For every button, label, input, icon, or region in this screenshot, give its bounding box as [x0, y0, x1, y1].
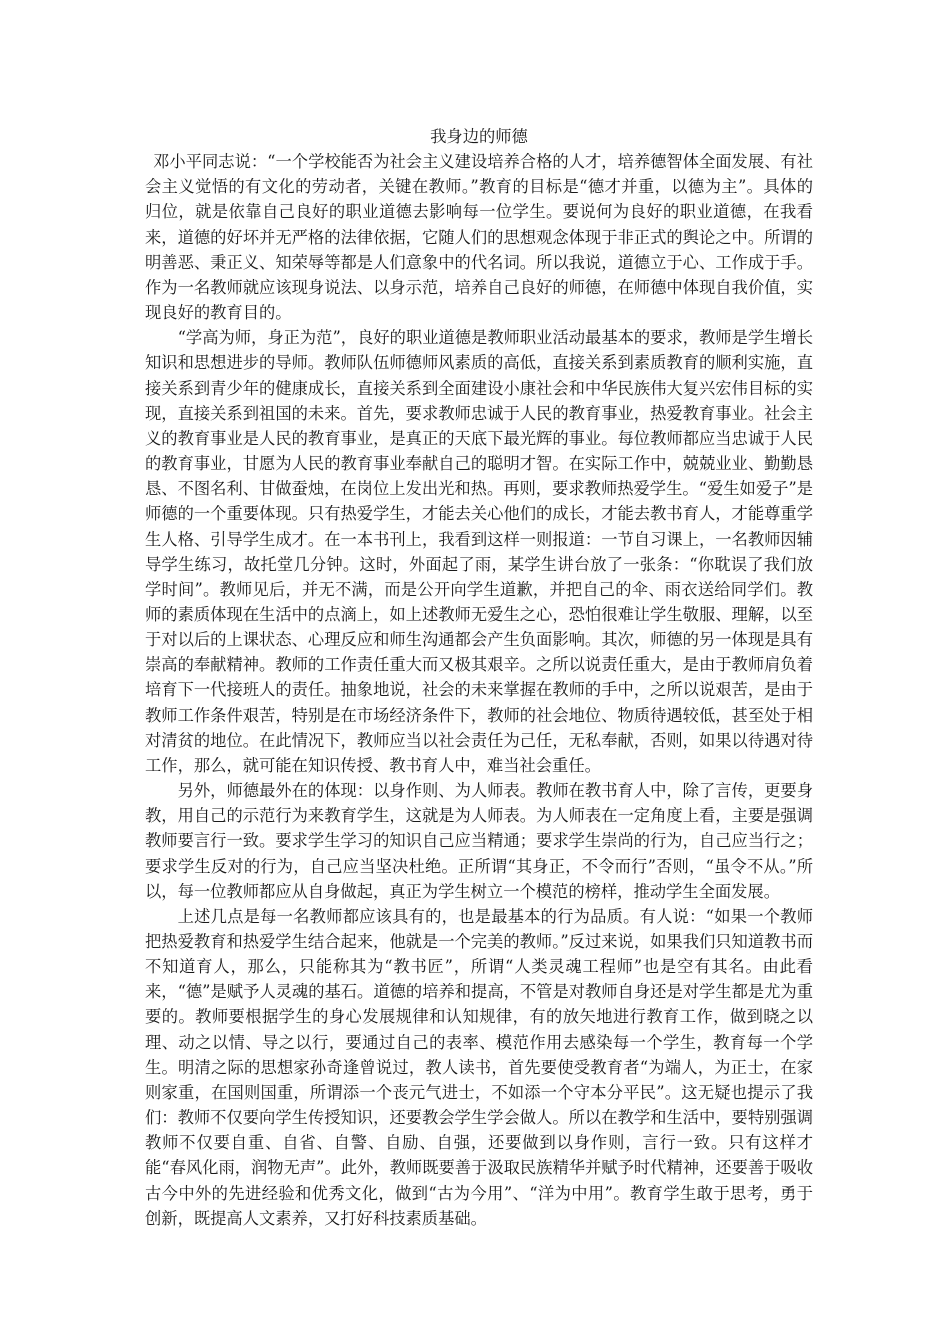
- document-page: [145, 124, 813, 1231]
- paragraph-4: 上述几点是每一名教师都应该具有的，也是最基本的行为品质。有人说：“如果一个教师把热爱教育和热爱学生结合起来，他就是一个完美的教师。”反过来说，如果我们只知道教书而不知道育人，那么，只能称其为“教书匠”，所谓“人类灵魂工程师”也是空有其名。由此看来，“德”是赋予人灵魂的基石。道德的培养和提高，不管是对教师自身还是对学生都是尤为重要的。教师要根据学生的身心发展规律和认知规律，有的放矢地进行教育工作，做到晓之以理、动之以情、导之以行，要通过自己的表率、模范作用去感染每一个学生，教育每一个学生。明清之际的思想家孙奇逢曾说过，教人读书，首先要使受教育者“为端人，为正士，在家则家重，在国则国重，所谓添一个丧元气进士，不如添一个守本分平民”。这无疑也提示了我们：教师不仅要向学生传授知识，还要教会学生学会做人。所以在教学和生活中，要特别强调教师不仅要自重、自省、自警、自励、自强，还要做到以身作则，言行一致。只有这样才能“春风化雨，润物无声”。此外，教师既要善于汲取民族精华并赋予时代精神，还要善于吸收古今中外的先进经验和优秀文化，做到“古为今用”、“洋为中用”。教育学生敢于思考，勇于创新，既提高人文素养，又打好科技素质基础。: [145, 906, 813, 1228]
- paragraph-2: “学高为师，身正为范”，良好的职业道德是教师职业活动最基本的要求，教师是学生增长知识和思想进步的导师。教师队伍师德师风素质的高低，直接关系到素质教育的顺利实施，直接关系到青少年的健康成长，直接关系到全面建设小康社会和中华民族伟大复兴宏伟目标的实现，直接关系到祖国的未来。首先，要求教师忠诚于人民的教育事业，热爱教育事业。社会主义的教育事业是人民的教育事业，是真正的天底下最光辉的事业。每位教师都应当忠诚于人民的教育事业，甘愿为人民的教育事业奉献自己的聪明才智。在实际工作中，兢兢业业、勤勤恳恳、不图名利、甘做蚕烛，在岗位上发出光和热。再则，要求教师热爱学生。“爱生如爱子”是师德的一个重要体现。只有热爱学生，才能去关心他们的成长，才能去教书育人，才能尊重学生人格、引导学生成才。在一本书刊上，我看到这样一则报道：一节自习课上，一名教师因辅导学生练习，故托堂几分钟。这时，外面起了雨，某学生讲台放了一张条：“你耽误了我们放学时间”。教师见后，并无不满，而是公开向学生道歉，并把自己的伞、雨衣送给同学们。教师的素质体现在生活中的点滴上，如上述教师无爱生之心，恐怕很难让学生敬服、理解，以至于对以后的上课状态、心理反应和师生沟通都会产生负面影响。其次，师德的另一体现是具有崇高的奉献精神。教师的工作责任重大而又极其艰辛。之所以说责任重大，是由于教师肩负着培育下一代接班人的责任。抽象地说，社会的未来掌握在教师的手中，之所以说艰苦，是由于教师工作条件艰苦，特别是在市场经济条件下，教师的社会地位、物质待遇较低，甚至处于相对清贫的地位。在此情况下，教师应当以社会责任为己任，无私奉献，否则，如果以待遇对待工作，那么，就可能在知识传授、教书育人中，难当社会重任。: [145, 328, 813, 775]
- document-title: 我身边的师德: [430, 127, 528, 146]
- paragraph-1: 邓小平同志说：“一个学校能否为社会主义建设培养合格的人才，培养德智体全面发展、有社会主义觉悟的有文化的劳动者，关键在教师。”教育的目标是“德才并重，以德为主”。具体的归位，就是依靠自己良好的职业道德去影响每一位学生。要说何为良好的职业道德，在我看来，道德的好坏并无严格的法律依据，它随人们的思想观念体现于非正式的舆论之中。所谓的明善恶、秉正义、知荣辱等都是人们意象中的代名词。所以我说，道德立于心、工作成于手。作为一名教师就应该现身说法、以身示范，培养自己良好的师德，在师德中体现自我价值，实现良好的教育目的。: [145, 152, 813, 323]
- paragraph-3: 另外，师德最外在的体现：以身作则、为人师表。教师在教书育人中，除了言传，更要身教，用自己的示范行为来教育学生，这就是为人师表。为人师表在一定角度上看，主要是强调教师要言行一致。要求学生学习的知识自己应当精通；要求学生崇尚的行为，自己应当行之；要求学生反对的行为，自己应当坚决杜绝。正所谓“其身正，不令而行”否则，“虽令不从。”所以，每一位教师都应从自身做起，真正为学生树立一个模范的榜样，推动学生全面发展。: [145, 781, 813, 901]
